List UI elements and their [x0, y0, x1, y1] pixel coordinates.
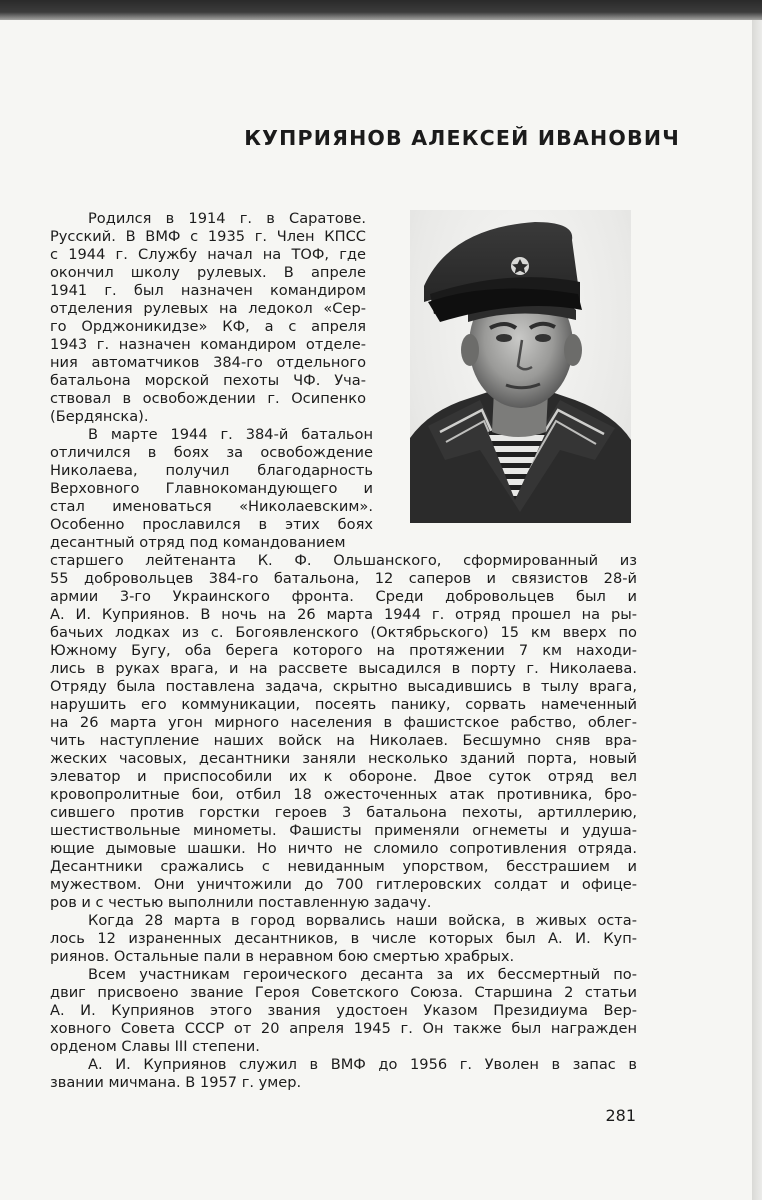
text-line: окончил школу рулевых. В апреле [50, 264, 366, 281]
text-line: Десантники сражались с невиданным упорством, бесстрашием и [50, 858, 637, 875]
text-line: ствовал в освобождении г. Осипенко [50, 390, 366, 407]
text-line: А. И. Куприянов служил в ВМФ до 1956 г. Уволен в запас в [88, 1056, 637, 1073]
text-line: нарушить его коммуникации, посеять панику, сорвать намеченный [50, 696, 637, 713]
text-line: Верховного Главнокомандующего и [50, 480, 373, 497]
text-line: Южному Бугу, оба берега которого на протяжении 7 км находи- [50, 642, 637, 659]
text-line: Особенно прославился в этих боях [50, 516, 373, 533]
text-line: стал именоваться «Николаевским». [50, 498, 373, 515]
text-line: 1943 г. назначен командиром отделе- [50, 336, 366, 353]
text-line: шестиствольные минометы. Фашисты применяли огнеметы и удуша- [50, 822, 637, 839]
text-line: ющие дымовые шашки. Но ничто не сломило сопротивления отряда. [50, 840, 637, 857]
page-number: 281 [605, 1106, 636, 1125]
text-line: кровопролитные бои, отбил 18 ожесточенных атак противника, бро- [50, 786, 637, 803]
text-line: Всем участникам героического десанта за их бессмертный по- [88, 966, 637, 983]
text-line: Русский. В ВМФ с 1935 г. Член КПСС [50, 228, 366, 245]
text-line: Когда 28 марта в город ворвались наши войска, в живых оста- [88, 912, 637, 929]
text-line: батальона морской пехоты ЧФ. Уча- [50, 372, 366, 389]
text-line: А. И. Куприянов. В ночь на 26 марта 1944 г. отряд прошел на ры- [50, 606, 637, 623]
text-line: Николаева, получил благодарность [50, 462, 373, 479]
text-line: (Бердянска). [50, 408, 149, 425]
text-line: с 1944 г. Службу начал на ТОФ, где [50, 246, 366, 263]
text-line: сившего против горстки героев 3 батальона пехоты, артиллерию, [50, 804, 637, 821]
text-line: 1941 г. был назначен командиром [50, 282, 366, 299]
text-line: отличился в боях за освобождение [50, 444, 373, 461]
text-line: В марте 1944 г. 384-й батальон [88, 426, 373, 443]
page-title: КУПРИЯНОВ АЛЕКСЕЙ ИВАНОВИЧ [244, 126, 680, 150]
text-line: ров и с честью выполнили поставленную задачу. [50, 894, 432, 911]
text-line: А. И. Куприянов этого звания удостоен Указом Президиума Вер- [50, 1002, 637, 1019]
text-line: Отряду была поставлена задача, скрытно высадившись в тылу врага, [50, 678, 637, 695]
text-line: го Орджоникидзе» КФ, а с апреля [50, 318, 366, 335]
text-line: старшего лейтенанта К. Ф. Ольшанского, сформированный из [50, 552, 637, 569]
text-line: звании мичмана. В 1957 г. умер. [50, 1074, 302, 1091]
text-line: бачьих лодках из с. Богоявленского (Октябрьского) 15 км вверх по [50, 624, 637, 641]
text-line: чить наступление наших войск на Николаев. Бесшумно сняв вра- [50, 732, 637, 749]
text-line: ховного Совета СССР от 20 апреля 1945 г. Он также был награжден [50, 1020, 637, 1037]
text-line: на 26 марта угон мирного населения в фашистское рабство, облег- [50, 714, 637, 731]
text-line: армии 3-го Украинского фронта. Среди добровольцев был и [50, 588, 637, 605]
text-line: двиг присвоено звание Героя Советского Союза. Старшина 2 статьи [50, 984, 637, 1001]
text-line: мужеством. Они уничтожили до 700 гитлеровских солдат и офице- [50, 876, 637, 893]
text-line: Родился в 1914 г. в Саратове. [88, 210, 366, 227]
text-line: ния автоматчиков 384-го отдельного [50, 354, 366, 371]
text-line: жеских часовых, десантники заняли несколько зданий порта, новый [50, 750, 637, 767]
text-line: орденом Славы III степени. [50, 1038, 260, 1055]
text-line: десантный отряд под командованием [50, 534, 346, 551]
text-line: 55 добровольцев 384-го батальона, 12 саперов и связистов 28-й [50, 570, 637, 587]
text-line: отделения рулевых на ледокол «Сер- [50, 300, 366, 317]
text-line: лись в руках врага, и на рассвете высадился в порту г. Николаева. [50, 660, 637, 677]
text-line: лось 12 израненных десантников, в числе которых был А. И. Куп- [50, 930, 637, 947]
text-line: риянов. Остальные пали в неравном бою смертью храбрых. [50, 948, 515, 965]
text-line: элеватор и приспособили их к обороне. Двое суток отряд вел [50, 768, 637, 785]
